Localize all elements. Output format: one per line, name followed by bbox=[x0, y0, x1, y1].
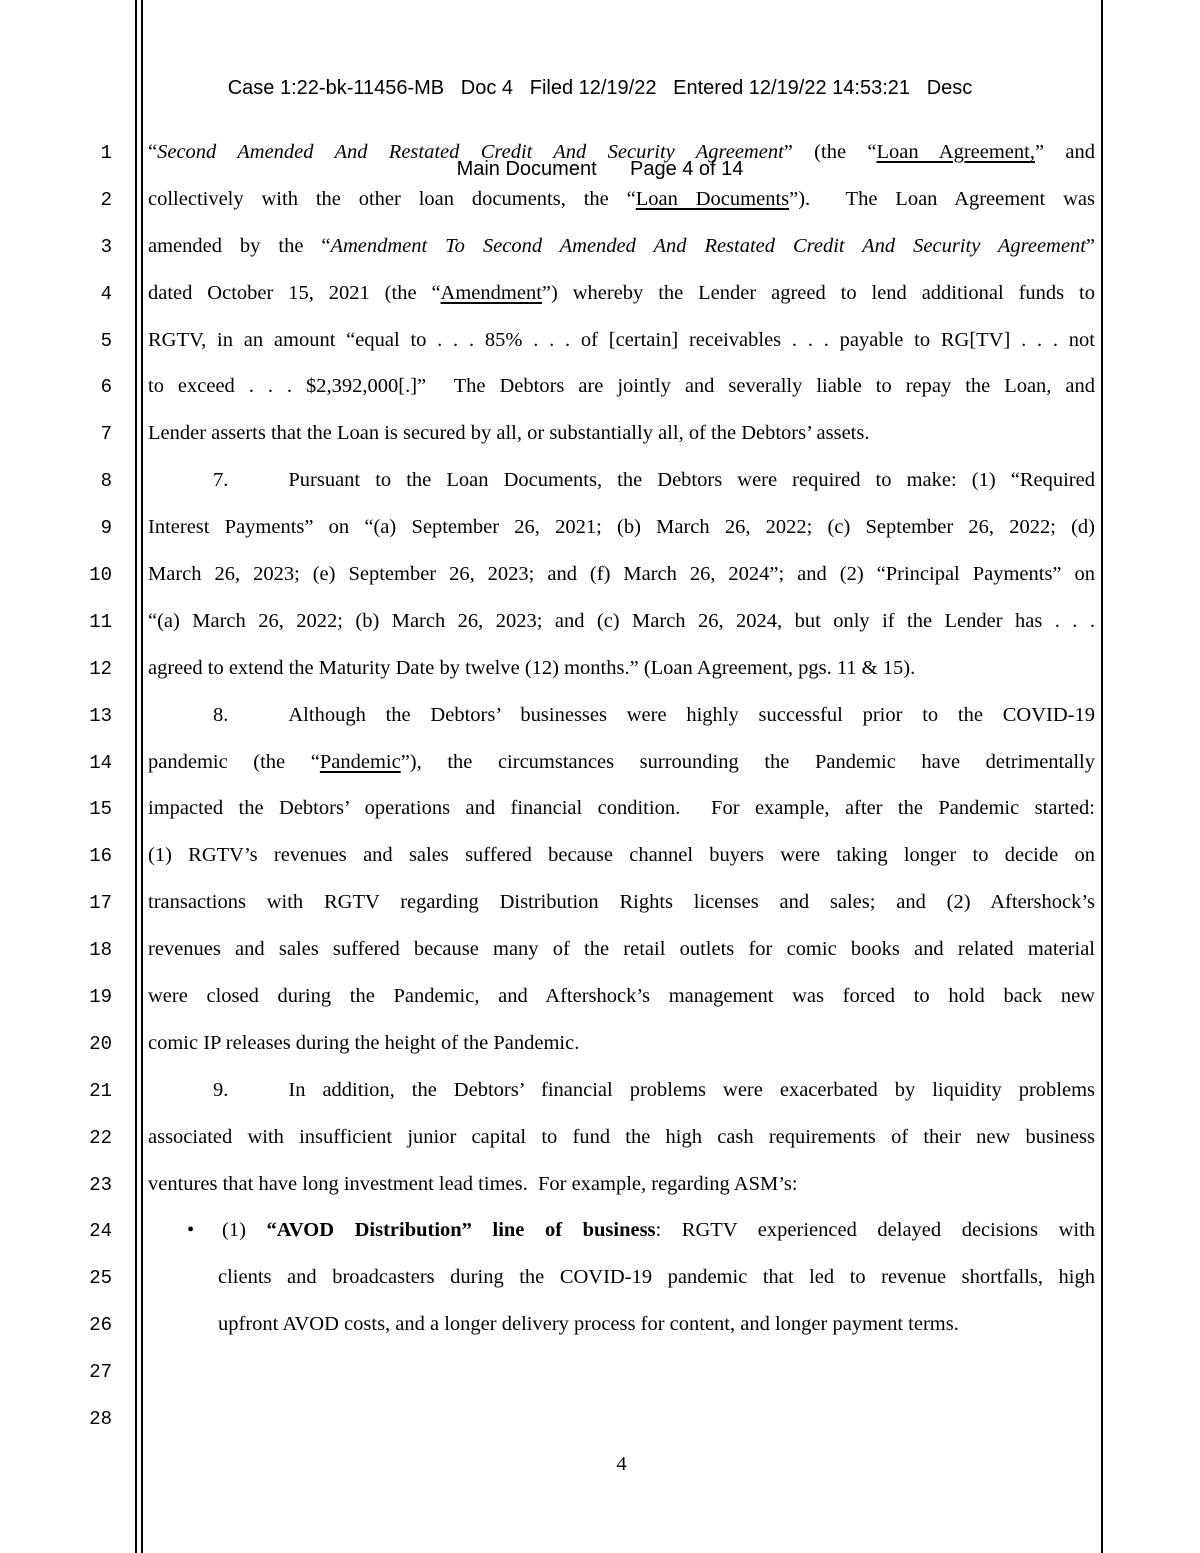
line-text bbox=[148, 560, 1095, 587]
text-segment: transactions with RGTV regarding Distribution Rights licenses and sales; and (2) Aftershock’s bbox=[148, 891, 1095, 914]
text-segment: revenues and sales suffered because many of the retail outlets for comic books and related material bbox=[148, 938, 1095, 961]
pleading-line bbox=[0, 326, 1200, 373]
line-text bbox=[148, 372, 1095, 399]
line-text bbox=[148, 701, 1095, 728]
text-segment: Interest Payments” on “(a) September 26, 2021; (b) March 26, 2022; (c) September 26, 2022; (d) bbox=[148, 516, 1095, 539]
text-segment: ” and bbox=[1034, 141, 1095, 163]
line-text bbox=[148, 841, 1095, 868]
line-number: 21 bbox=[89, 1079, 112, 1102]
line-number: 14 bbox=[89, 751, 112, 774]
text-segment: ”), the circumstances surrounding the Pandemic have detrimentally bbox=[400, 750, 1095, 773]
page-number: 4 bbox=[616, 1453, 627, 1475]
text-segment: (1) RGTV’s revenues and sales suffered because channel buyers were taking longer to decide on bbox=[148, 844, 1095, 867]
text-segment: impacted the Debtors’ operations and financial condition. For example, after the Pandemic started: bbox=[148, 797, 1095, 820]
ecf-header-line1: Case 1:22-bk-11456-MB Doc 4 Filed 12/19/22 Entered 12/19/22 14:53:21 Desc bbox=[227, 77, 973, 99]
line-number: 28 bbox=[89, 1408, 112, 1431]
line-number: 1 bbox=[100, 142, 112, 164]
pleading-line bbox=[0, 841, 1200, 888]
text-segment: “AVOD Distribution” line of business bbox=[266, 1219, 656, 1242]
text-segment: Amendment To Second Amended And Restated Credit And Security Agreement bbox=[330, 234, 1086, 257]
pleading-line bbox=[0, 560, 1200, 607]
line-number: 3 bbox=[100, 235, 112, 258]
bullet-icon: • bbox=[187, 1219, 195, 1242]
text-segment: ventures that have long investment lead times. For example, regarding ASM’s: bbox=[148, 1172, 798, 1195]
line-text bbox=[148, 935, 1095, 962]
text-segment: comic IP releases during the height of the Pandemic. bbox=[148, 1031, 580, 1054]
pleading-line bbox=[0, 748, 1200, 795]
line-text bbox=[148, 888, 1095, 915]
text-segment: were closed during the Pandemic, and Aftershock’s management was forced to hold back new bbox=[148, 985, 1095, 1008]
line-number: 16 bbox=[89, 845, 112, 868]
line-number: 5 bbox=[100, 329, 112, 352]
text-segment: (1) bbox=[222, 1219, 267, 1242]
pleading-line bbox=[0, 607, 1200, 654]
text-segment: associated with insufficient junior capital to fund the high cash requirements of their new business bbox=[148, 1125, 1095, 1148]
pleading-line bbox=[0, 1216, 1200, 1263]
tab-gap bbox=[228, 1095, 288, 1096]
pleading-line bbox=[0, 1029, 1200, 1076]
text-segment: to exceed . . . $2,392,000[.]” The Debtors are jointly and severally liable to repay the Loan, and bbox=[148, 375, 1095, 398]
pleading-line bbox=[0, 1404, 1200, 1451]
text-segment: ”). The Loan Agreement was bbox=[789, 187, 1095, 210]
pleading-line bbox=[0, 888, 1200, 935]
pleading-line bbox=[0, 935, 1200, 982]
line-number: 12 bbox=[89, 657, 112, 680]
pleading-line bbox=[0, 513, 1200, 560]
pleading-line bbox=[0, 701, 1200, 748]
text-segment: Amendment bbox=[440, 281, 542, 304]
pleading-line bbox=[0, 982, 1200, 1029]
line-number: 20 bbox=[89, 1032, 112, 1055]
text-segment: “ bbox=[148, 141, 158, 163]
line-text bbox=[148, 279, 1095, 306]
line-number: 17 bbox=[89, 892, 112, 915]
line-text bbox=[148, 185, 1095, 212]
line-text bbox=[148, 1029, 1095, 1056]
body-lines bbox=[0, 138, 1200, 1451]
pleading-line bbox=[0, 138, 1200, 185]
line-number: 10 bbox=[89, 564, 112, 587]
line-text bbox=[148, 326, 1095, 353]
pleading-line bbox=[0, 1123, 1200, 1170]
line-text bbox=[148, 1216, 1095, 1243]
line-number: 7 bbox=[100, 423, 112, 446]
text-segment: Pursuant to the Loan Documents, the Debtors were required to make: (1) “Required bbox=[288, 469, 1095, 492]
line-number: 26 bbox=[89, 1314, 112, 1337]
line-text bbox=[148, 1170, 1095, 1197]
text-segment: 7. bbox=[213, 469, 229, 492]
pleading-line bbox=[0, 1076, 1200, 1123]
text-segment: In addition, the Debtors’ financial problems were exacerbated by liquidity problems bbox=[288, 1078, 1095, 1101]
text-segment: “(a) March 26, 2022; (b) March 26, 2023; and (c) March 26, 2024, but only if the Lender has . . . bbox=[148, 609, 1095, 632]
tab-gap bbox=[228, 485, 288, 486]
line-text bbox=[148, 138, 1095, 165]
line-text bbox=[148, 748, 1095, 775]
text-segment: ”) whereby the Lender agreed to lend additional funds to bbox=[541, 281, 1095, 304]
pleading-line bbox=[0, 185, 1200, 232]
text-segment: dated October 15, 2021 (the “ bbox=[148, 281, 441, 304]
pleading-line bbox=[0, 466, 1200, 513]
line-number: 24 bbox=[89, 1220, 112, 1243]
text-segment: upfront AVOD costs, and a longer delivery process for content, and longer payment terms. bbox=[218, 1313, 959, 1336]
tab-gap bbox=[228, 720, 288, 721]
line-number: 8 bbox=[100, 470, 112, 493]
line-text bbox=[148, 419, 1095, 446]
pleading-line bbox=[0, 279, 1200, 326]
line-text bbox=[148, 513, 1095, 540]
line-number: 22 bbox=[89, 1126, 112, 1149]
line-text bbox=[148, 1076, 1095, 1103]
line-number: 15 bbox=[89, 798, 112, 821]
line-text bbox=[148, 232, 1095, 259]
line-number: 13 bbox=[89, 704, 112, 727]
line-text bbox=[148, 1123, 1095, 1150]
text-segment: Pandemic bbox=[319, 750, 401, 773]
pleading-line bbox=[0, 794, 1200, 841]
line-text bbox=[148, 982, 1095, 1009]
line-text bbox=[148, 607, 1095, 634]
pleading-line bbox=[0, 1357, 1200, 1404]
line-number: 25 bbox=[89, 1267, 112, 1290]
text-segment: ” (the “ bbox=[783, 141, 877, 163]
text-segment: clients and broadcasters during the COVID-19 pandemic that led to revenue shortfalls, high bbox=[218, 1266, 1095, 1289]
text-segment: Lender asserts that the Loan is secured by all, or substantially all, of the Debtors’ assets. bbox=[148, 422, 870, 445]
line-number: 9 bbox=[100, 517, 112, 540]
pleading-line bbox=[0, 1310, 1200, 1357]
pleading-line bbox=[0, 654, 1200, 701]
text-segment: ” bbox=[1085, 234, 1095, 257]
pleading-line bbox=[0, 1170, 1200, 1217]
line-number: 11 bbox=[89, 610, 112, 633]
pleading-line bbox=[0, 372, 1200, 419]
text-segment: amended by the “ bbox=[148, 234, 331, 257]
pleading-line bbox=[0, 232, 1200, 279]
text-segment: March 26, 2023; (e) September 26, 2023; and (f) March 26, 2024”; and (2) “Principal Payments” on bbox=[148, 563, 1095, 586]
line-text bbox=[148, 1404, 1095, 1406]
pleading-line bbox=[0, 419, 1200, 466]
line-number: 23 bbox=[89, 1173, 112, 1196]
text-segment: pandemic (the “ bbox=[148, 750, 320, 773]
line-text bbox=[148, 654, 1095, 681]
text-segment: collectively with the other loan documents, the “ bbox=[148, 187, 636, 210]
line-text bbox=[148, 1263, 1095, 1290]
text-segment: : RGTV experienced delayed decisions with bbox=[655, 1219, 1096, 1242]
line-number: 19 bbox=[89, 986, 112, 1009]
text-segment: Loan Documents bbox=[635, 187, 790, 210]
line-number: 18 bbox=[89, 939, 112, 962]
line-number: 2 bbox=[100, 188, 112, 211]
ecf-header-line2: Main Document Page 4 of 14 bbox=[456, 158, 744, 180]
text-segment: Although the Debtors’ businesses were highly successful prior to the COVID-19 bbox=[288, 703, 1095, 726]
line-text bbox=[148, 1310, 1095, 1337]
pleading-line bbox=[0, 1263, 1200, 1310]
text-segment: 8. bbox=[213, 703, 229, 726]
line-text bbox=[148, 794, 1095, 821]
line-text bbox=[148, 1357, 1095, 1359]
line-text bbox=[148, 466, 1095, 493]
text-segment: Second Amended And Restated Credit And Security Agreement bbox=[157, 141, 784, 163]
text-segment: RGTV, in an amount “equal to . . . 85% . . . of [certain] receivables . . . payable to RG[TV] . . . not bbox=[148, 328, 1095, 351]
line-number: 27 bbox=[89, 1361, 112, 1384]
text-segment: agreed to extend the Maturity Date by twelve (12) months.” (Loan Agreement, pgs. 11 & 15). bbox=[148, 656, 916, 679]
line-number: 4 bbox=[100, 282, 112, 305]
line-number: 6 bbox=[100, 376, 112, 399]
text-segment: 9. bbox=[213, 1078, 229, 1101]
text-segment: Loan Agreement, bbox=[876, 141, 1035, 163]
